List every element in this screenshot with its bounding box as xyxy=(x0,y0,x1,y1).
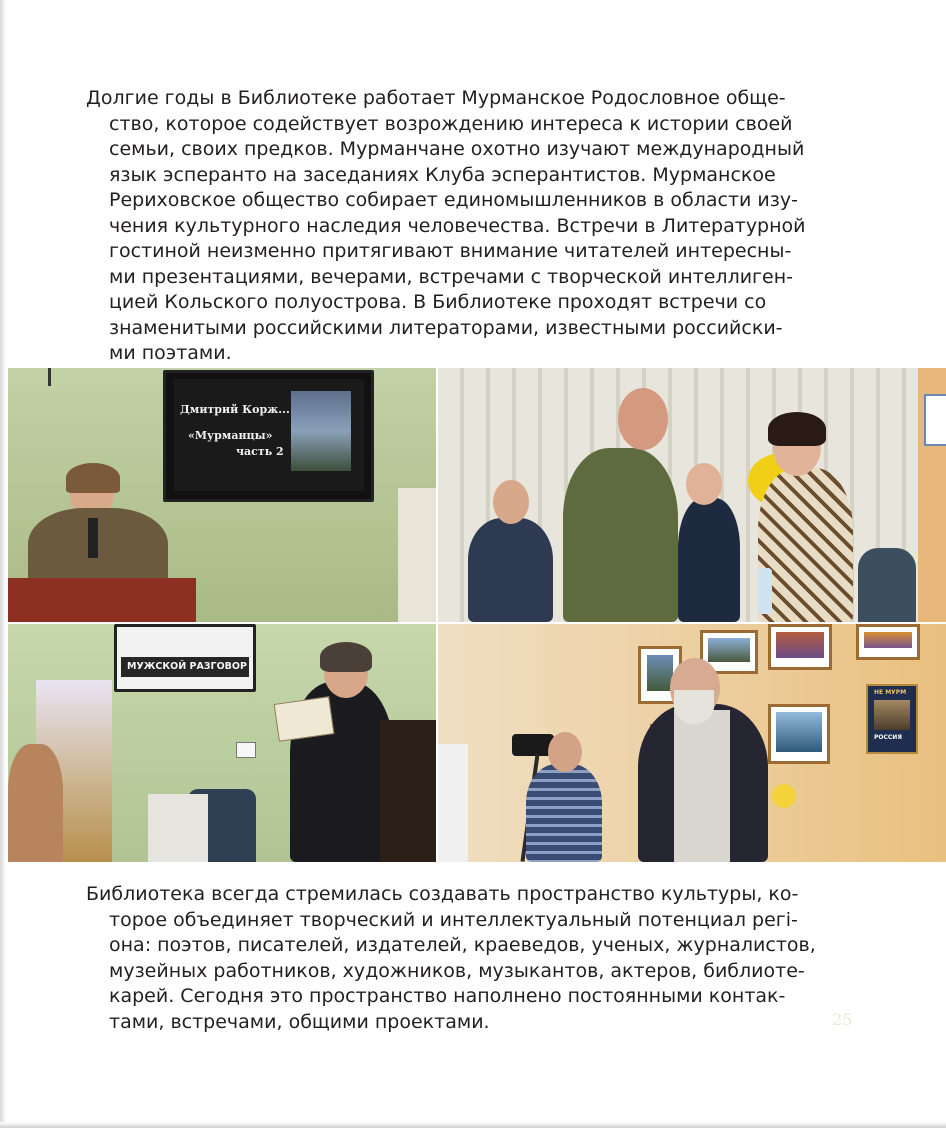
photo-collage xyxy=(8,368,946,862)
cable xyxy=(48,368,51,386)
photo-speaker-lectern xyxy=(8,368,436,622)
text-line: тами, встречами, общими проектами. xyxy=(109,1010,490,1033)
text-line: чения культурного наследия человечества. Встречи в Литературной xyxy=(109,214,806,237)
closing-paragraph xyxy=(86,882,816,1035)
speaker-hair xyxy=(66,463,120,493)
text-line: Долгие годы в Библиотеке работает Мурманское Родословное обще- xyxy=(86,87,786,109)
seated-man-head xyxy=(493,480,529,524)
water-bottle xyxy=(758,568,772,614)
screen-title: МУЖСКОЙ РАЗГОВОР xyxy=(127,661,247,672)
table xyxy=(148,794,208,862)
text-line: знаменитыми российскими литераторами, известными российски- xyxy=(109,316,783,339)
text-line: язык эсперанто на заседаниях Клуба эсперантистов. Мурманское xyxy=(109,163,776,186)
standing-man-sweater xyxy=(563,448,678,622)
text-line: она: поэтов, писателей, издателей, краеведов, ученых, журналистов, xyxy=(109,934,816,956)
text-line: семьи, своих предков. Мурманчане охотно изучают международный xyxy=(109,138,805,160)
text-line: Библиотека всегда стремилась создавать пространство культуры, ко- xyxy=(86,883,799,905)
lectern xyxy=(8,578,196,622)
text-line: ство, которое содействует возрождению интереса к истории своей xyxy=(109,112,793,135)
text-line: гостиной неизменно притягивают внимание читателей интересны- xyxy=(109,240,792,262)
wall-sign xyxy=(236,742,256,758)
text-line: торое объединяет творческий и интеллектуальный потенциал регi- xyxy=(109,908,798,931)
banner-stand xyxy=(398,488,436,622)
bearded-man-sweater xyxy=(674,710,730,862)
text-line: ми поэтами. xyxy=(109,342,232,364)
poster-text: РОССИЯ xyxy=(874,734,902,741)
photo-flowers-meeting xyxy=(438,368,946,622)
text-line: цией Кольского полуострова. В Библиотеке проходят встречи со xyxy=(109,291,767,313)
microphone xyxy=(88,518,98,558)
tv-screen xyxy=(114,624,256,692)
text-line: карей. Сегодня это пространство наполнено постоянными контак- xyxy=(109,985,786,1007)
beard xyxy=(674,690,714,724)
painting-4 xyxy=(856,624,920,660)
open-book xyxy=(274,696,335,741)
intro-paragraph xyxy=(86,86,806,367)
painting-3 xyxy=(768,624,832,670)
book-cover-image xyxy=(291,391,351,471)
poster-title: НЕ МУРМ xyxy=(874,689,907,696)
person-left-edge xyxy=(8,744,63,862)
info-stand xyxy=(438,744,468,862)
russia-poster xyxy=(866,684,918,754)
screen-title: Дмитрий Корж... xyxy=(180,403,290,416)
seated-man-suit xyxy=(678,498,740,622)
woman-patterned-blouse xyxy=(758,468,853,622)
text-line: ми презентациями, вечерами, встречами с творческой интеллиген- xyxy=(109,265,794,288)
yellow-flowers xyxy=(772,784,796,808)
photo-exhibition xyxy=(438,624,946,862)
piano xyxy=(380,720,436,862)
standing-man-head xyxy=(618,388,668,450)
page-edge-shadow xyxy=(0,0,6,1128)
text-line: музейных работников, художников, музыкантов, актеров, библиоте- xyxy=(109,959,805,982)
reader-hair xyxy=(320,642,372,672)
tv-screen xyxy=(163,370,374,502)
cameraman-head xyxy=(548,732,582,772)
woman-hair xyxy=(768,412,826,446)
text-line: Рериховское общество собирает единомышленников в области изу- xyxy=(109,189,798,211)
photo-reader-book xyxy=(8,624,436,862)
screen-part: часть 2 xyxy=(236,445,284,458)
page-number: 25 xyxy=(832,1010,853,1029)
painting-5 xyxy=(768,704,830,764)
suit-man-head xyxy=(686,463,722,505)
cameraman-sweater xyxy=(526,764,602,862)
screen-subtitle: «Мурманцы» xyxy=(188,429,273,442)
chair xyxy=(858,548,916,622)
wall-picture xyxy=(924,394,946,446)
page-bottom-shadow xyxy=(0,1122,946,1128)
seated-man-left xyxy=(468,518,553,622)
